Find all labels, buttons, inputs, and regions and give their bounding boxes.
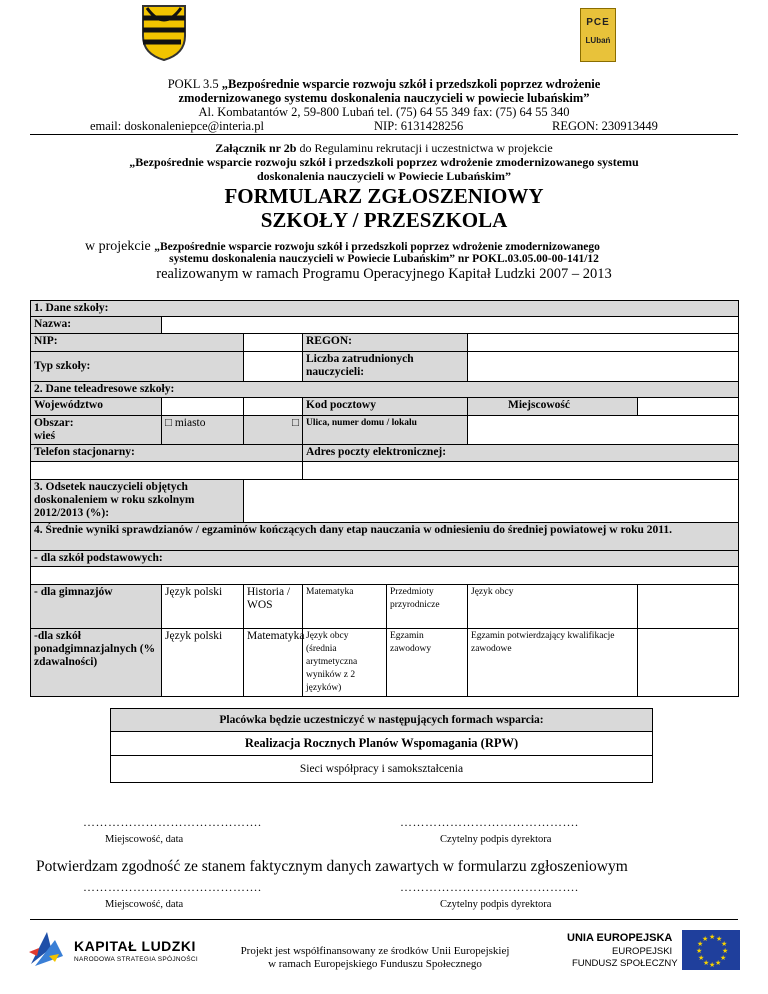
kapital-ludzki-title: KAPITAŁ LUDZKI <box>74 938 196 954</box>
annex-number: Załącznik nr 2b <box>215 141 297 155</box>
wojewodztwo-field-2[interactable] <box>244 398 303 416</box>
form-title-1: FORMULARZ ZGŁOSZENIOWY <box>224 184 544 208</box>
svg-text:★: ★ <box>698 954 705 962</box>
ulica-field[interactable] <box>468 416 739 445</box>
project-line-2: systemu doskonalenia nauczycieli w Powiecie Lubańskim” nr POKL.03.05.00-00-141/12 <box>169 253 599 265</box>
pce-luban-logo <box>580 8 616 62</box>
place-date-label-2: Miejscowość, data <box>105 899 184 910</box>
svg-text:★: ★ <box>716 935 723 943</box>
place-date-label-1: Miejscowość, data <box>105 834 184 845</box>
email-field[interactable] <box>303 462 739 480</box>
obszar-label <box>31 416 162 445</box>
support-header: Placówka będzie uczestniczyć w następujących formach wsparcia: <box>219 714 544 726</box>
application-form-table <box>30 300 739 697</box>
footer-text-1: Projekt jest współfinansowany ze środków Unii Europejskiej <box>240 945 510 957</box>
footer-divider <box>30 919 738 920</box>
wies-checkbox[interactable]: □ <box>244 416 303 445</box>
gim-col-4: Przedmioty przyrodnicze <box>387 585 468 629</box>
kapital-ludzki-logo <box>25 926 69 970</box>
header-address: Al. Kombatantów 2, 59-800 Lubań tel. (75) 64 55 349 fax: (75) 64 55 340 <box>198 105 570 119</box>
signature-label-1: Czytelny podpis dyrektora <box>440 834 552 845</box>
project-title: „Bezpośrednie wsparcie rozwoju szkół i przedszkoli poprzez wdrożenie zmodernizowanego <box>154 241 600 253</box>
svg-text:★: ★ <box>721 940 728 948</box>
section-3-field[interactable] <box>244 480 739 523</box>
ponad-col-3-note: (średnia arytmetyczna wyników z 2 języków) <box>306 644 358 693</box>
ponadgimnazjalne-label: -dla szkół ponadgimnazjalnych (% zdawalności) <box>31 629 162 697</box>
header-project-title: „Bezpośrednie wsparcie rozwoju szkół i przedszkoli poprzez wdrożenie <box>221 77 601 91</box>
pce-logo-text-luban: LUbań <box>585 36 611 45</box>
miasto-checkbox[interactable]: □ miasto <box>162 416 244 445</box>
email-label: Adres poczty elektronicznej: <box>303 445 739 462</box>
header-regon: REGON: 230913449 <box>552 119 658 133</box>
annex-line-2: „Bezpośrednie wsparcie rozwoju szkół i przedszkoli poprzez wdrożenie zmodernizowanego systemu <box>129 155 639 169</box>
podstawowe-field[interactable] <box>31 567 739 585</box>
header-prefix: POKL 3.5 <box>167 77 222 91</box>
eu-flag-icon <box>682 930 740 970</box>
gim-col-3: Matematyka <box>303 585 387 629</box>
regon-label: REGON: <box>303 334 468 352</box>
form-title-2: SZKOŁY / PRZESZKOLA <box>260 208 508 232</box>
support-sieci-box[interactable] <box>110 756 653 783</box>
svg-text:★: ★ <box>696 947 703 955</box>
nazwa-field[interactable] <box>162 317 739 334</box>
ponad-col-4: Egzamin zawodowy <box>387 629 468 697</box>
svg-text:★: ★ <box>709 961 716 969</box>
support-header-box <box>110 708 653 732</box>
gim-col-6[interactable] <box>638 585 739 629</box>
podstawowe-label: - dla szkół podstawowych: <box>31 551 739 567</box>
section-2-header: 2. Dane teleadresowe szkoły: <box>31 382 739 398</box>
header-line-2: zmodernizowanego systemu doskonalenia nauczycieli w powiecie lubańskim” <box>178 91 590 105</box>
ponad-col-5: Egzamin potwierdzający kwalifikacje zawodowe <box>468 629 638 697</box>
telefon-label: Telefon stacjonarny: <box>31 445 303 462</box>
header-divider <box>30 134 738 135</box>
gim-col-2: Historia / WOS <box>244 585 303 629</box>
gimnazja-label: - dla gimnazjów <box>31 585 162 629</box>
nip-label: NIP: <box>31 334 244 352</box>
ponad-col-6[interactable] <box>638 629 739 697</box>
project-line-3: realizowanym w ramach Programu Operacyjnego Kapitał Ludzki 2007 – 2013 <box>156 266 612 282</box>
liczba-field[interactable] <box>468 352 739 382</box>
section-4-header: 4. Średnie wyniki sprawdzianów / egzaminów kończących dany etap nauczania w odniesieniu do średniej powiatowej w roku 2011. <box>31 523 739 551</box>
support-rpw-box[interactable] <box>110 731 653 756</box>
ponad-col-2: Matematyka <box>244 629 303 697</box>
signature-dots-1[interactable]: ……………………………………. <box>400 815 579 829</box>
svg-text:★: ★ <box>722 947 729 955</box>
annex-line-1 <box>0 141 768 155</box>
wies-text: wieś <box>34 430 56 442</box>
regon-field[interactable] <box>468 334 739 352</box>
signature-dots-2[interactable]: ……………………………………. <box>400 880 579 894</box>
header-line-1 <box>0 77 768 91</box>
miejscowosc-label: Miejscowość <box>468 398 638 416</box>
pce-logo-text: PCE <box>586 17 610 28</box>
annex-line-3: doskonalenia nauczycieli w Powiecie Lubańskim” <box>256 169 512 183</box>
section-3-label: 3. Odsetek nauczycieli objętych doskonaleniem w roku szkolnym 2012/2013 (%): <box>31 480 244 523</box>
ulica-label: Ulica, numer domu / lokalu <box>303 416 468 445</box>
nip-field[interactable] <box>244 334 303 352</box>
project-prefix: w projekcie <box>85 239 155 254</box>
ue-label-3: FUNDUSZ SPOŁECZNY <box>572 958 678 969</box>
place-date-dots-1[interactable]: ……………………………………. <box>83 815 262 829</box>
telefon-field[interactable] <box>31 462 303 480</box>
header-nip: NIP: 6131428256 <box>374 119 464 133</box>
svg-text:★: ★ <box>720 954 727 962</box>
footer-text-2: w ramach Europejskiego Funduszu Społecznego <box>268 958 482 970</box>
nazwa-label: Nazwa: <box>31 317 162 334</box>
svg-text:★: ★ <box>709 933 716 941</box>
miejscowosc-field[interactable] <box>638 398 739 416</box>
coat-of-arms-logo <box>141 4 187 62</box>
gim-col-5: Język obcy <box>468 585 638 629</box>
confirmation-text: Potwierdzam zgodność ze stanem faktycznym danych zawartych w formularzu zgłoszeniowym <box>36 858 628 875</box>
wojewodztwo-field[interactable] <box>162 398 244 416</box>
kod-label: Kod pocztowy <box>303 398 468 416</box>
svg-text:★: ★ <box>715 959 722 967</box>
liczba-label: Liczba zatrudnionych nauczycieli: <box>303 352 468 382</box>
ue-label-2: EUROPEJSKI <box>612 946 673 957</box>
ponad-col-3 <box>303 629 387 697</box>
gim-col-1: Język polski <box>162 585 244 629</box>
section-1-header: 1. Dane szkoły: <box>31 301 739 317</box>
kapital-ludzki-subtitle: NARODOWA STRATEGIA SPÓJNOŚCI <box>74 956 198 963</box>
ue-label-1: UNIA EUROPEJSKA <box>567 932 673 944</box>
signature-label-2: Czytelny podpis dyrektora <box>440 899 552 910</box>
typ-label: Typ szkoły: <box>31 352 244 382</box>
ponad-col-1: Język polski <box>162 629 244 697</box>
svg-text:★: ★ <box>703 959 710 967</box>
svg-text:★: ★ <box>697 940 704 948</box>
header-email: email: doskonaleniepce@interia.pl <box>90 119 264 133</box>
ponad-col-3-title: Język obcy <box>306 631 349 641</box>
support-sieci: Sieci współpracy i samokształcenia <box>299 763 464 775</box>
place-date-dots-2[interactable]: ……………………………………. <box>83 880 262 894</box>
svg-text:★: ★ <box>702 935 709 943</box>
wojewodztwo-label: Województwo <box>31 398 162 416</box>
obszar-text: Obszar: <box>34 417 74 429</box>
typ-field[interactable] <box>244 352 303 382</box>
support-rpw: Realizacja Rocznych Planów Wspomagania (RPW) <box>244 736 519 750</box>
annex-rest: do Regulaminu rekrutacji i uczestnictwa w projekcie <box>296 141 553 155</box>
